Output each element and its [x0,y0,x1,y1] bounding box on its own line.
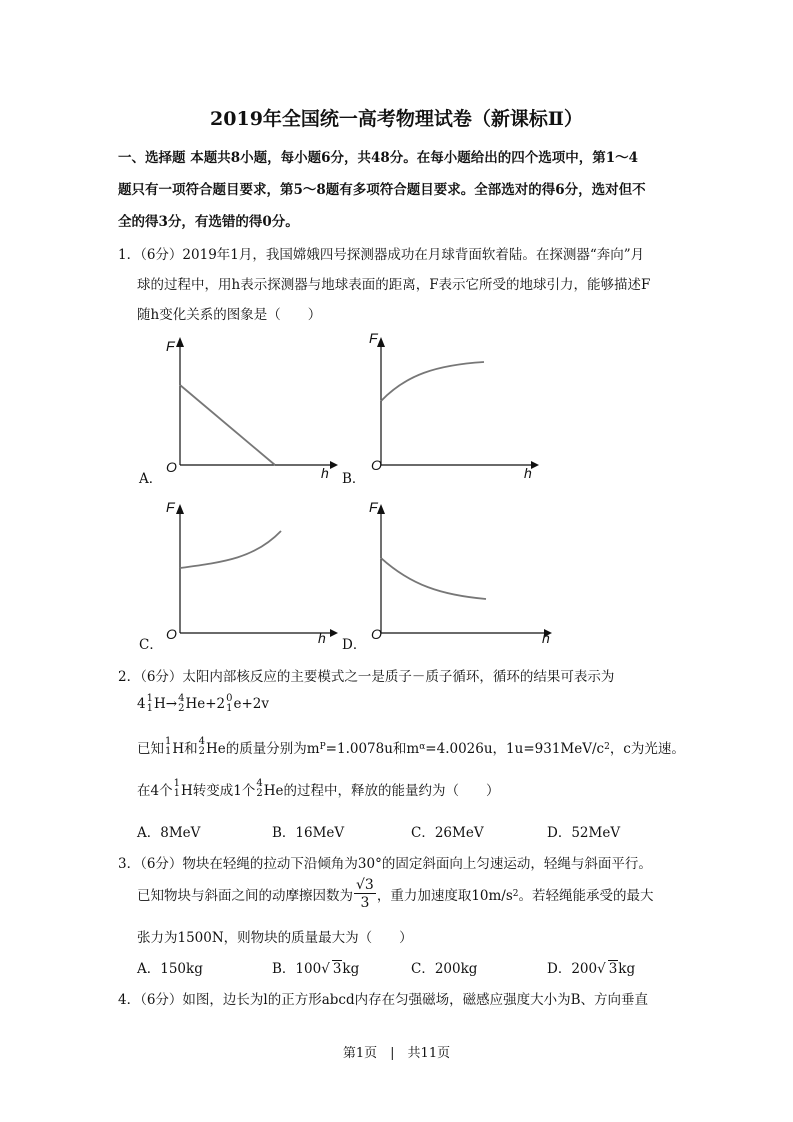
q2-option-c: C．26MeV [411,825,484,841]
q2-l3-text-e: =4.0026u，1u=931MeV/c [425,741,605,757]
option-c-label: C． [139,637,163,653]
q3-opt-b-pre: B．100 [272,961,322,977]
q3-opt-b-post: kg [342,961,360,977]
q3-l2-text-b: ，重力加速度取10m/s [376,888,513,904]
q1-line-2: 球的过程中，用h表示探测器与地球表面的距离，F表示它所受的地球引力，能够描述F [137,277,651,293]
section-intro-line-2: 题只有一项符合题目要求，第5～8题有多项符合题目要求。全部选对的得6分，选对但不 [118,182,646,198]
q2-eq-arrow: → [165,696,178,712]
q2-l3-sub-alpha: α [419,742,426,752]
option-d-label: D． [342,637,367,653]
q3-opt-b-root: 3 [332,961,342,977]
q3-option-d: D．200√ 3kg [547,961,636,977]
q2-eq-e-symbol: e+2v [233,696,270,712]
graph-b [356,335,546,485]
q3-option-a: A．150kg [137,961,203,977]
q3-frac-numerator: √3 [356,877,374,893]
q2-eq-he-charge: 2 [178,703,185,714]
page-title: 2019年全国统一高考物理试卷（新课标Ⅱ） [210,108,583,130]
q2-l3-sup: 2 [604,742,610,752]
option-b-label: B． [342,471,366,487]
graph-b-y-label: F [369,330,378,346]
graph-b-x-label: h [524,465,532,481]
graph-c [155,500,345,650]
page-footer: 第1页 | 共11页 [342,1046,451,1061]
q3-line-1: 3．（6分）物块在轻绳的拉动下沿倾角为30°的固定斜面向上匀速运动，轻绳与斜面平行。 [118,856,652,872]
q3-opt-d-post: kg [618,961,636,977]
q2-l4-text-a: 在4个 [137,783,173,799]
q2-eq-h-mass: 1 [146,693,153,704]
q3-l2-text-a: 已知物块与斜面之间的动摩擦因数为 [137,888,353,904]
q2-line-1: 2．（6分）太阳内部核反应的主要模式之一是质子－质子循环，循环的结果可表示为 [118,669,615,685]
q1-line-1: 1．（6分）2019年1月，我国嫦娥四号探测器成功在月球背面软着陆。在探测器“奔向”月 [118,247,645,263]
q2-eq-e-mass: 0 [226,693,233,704]
graph-b-origin: O [371,457,382,473]
graph-a-origin: O [166,459,177,475]
section-intro-line-1: 一、选择题 本题共8小题，每小题6分，共48分。在每小题给出的四个选项中，第1～4 [118,150,639,166]
q2-l3-text-a: 已知 [137,741,164,757]
q2-option-a: A．8MeV [137,825,201,841]
q3-friction-fraction [354,878,376,910]
q2-l3-text-d: =1.0078u和m [325,741,420,757]
q2-line-3 [137,737,685,757]
q3-l2-sup: 2 [512,889,519,899]
q3-line-2 [137,878,654,910]
graph-c-y-label: F [166,499,175,515]
q4-line-1: 4．（6分）如图，边长为l的正方形abcd内存在匀强磁场，磁感应强度大小为B、方向垂直 [118,992,649,1008]
q2-l3-he-charge: 2 [198,746,206,757]
q2-l4-h-mass: 1 [173,778,180,789]
q2-l3-he-mass: 4 [198,736,206,747]
q2-l3-text-f: ，c为光速。 [609,741,685,757]
q1-line-3: 随h变化关系的图象是（ ） [137,307,322,323]
graph-c-origin: O [166,626,177,642]
q2-eq-h-nuclide [147,694,153,714]
q3-opt-d-root: 3 [608,961,618,977]
q2-eq-h-symbol: H [153,696,166,712]
graph-a-y-label: F [166,338,175,354]
q2-l4-he-mass: 4 [256,778,263,789]
q2-l3-text-c: He的质量分别为m [206,741,320,757]
q2-l3-sub-p: P [319,742,326,752]
graph-d [356,500,556,650]
graph-c-x-label: h [318,630,326,646]
q3-l2-text-c: 。若轻绳能承受的最大 [518,888,654,904]
graph-d-origin: O [371,626,382,642]
q2-eq-e-nuclide [226,694,232,714]
q2-eq-he-mass: 4 [178,693,185,704]
q2-option-b: B．16MeV [272,825,345,841]
q2-line-4 [137,779,499,799]
graph-a-line [180,385,275,465]
q3-opt-d-pre: D．200 [547,961,598,977]
q3-line-3: 张力为1500N，则物块的质量最大为（ ） [137,930,413,946]
section-intro-line-3: 全的得3分，有选错的得0分。 [118,214,299,230]
q2-l3-h-nuclide [165,737,171,757]
q2-eq-he-nuclide [178,694,184,714]
graph-a [155,335,345,485]
q2-option-d: D．52MeV [547,825,621,841]
q2-eq-coef: 4 [137,696,146,712]
q2-eq-he-symbol: He+2 [185,696,226,712]
option-a-label: A． [139,471,163,487]
graph-d-y-label: F [369,499,378,515]
graph-d-x-label: h [542,630,550,646]
graph-d-curve [381,558,486,599]
q2-eq-h-charge: 1 [146,703,153,714]
q2-l3-he-nuclide [199,737,205,757]
q3-option-b: B．100√ 3kg [272,961,360,977]
q3-option-c: C．200kg [411,961,478,977]
q2-l4-text-c: He的过程中，释放的能量约为（ ） [263,783,500,799]
q2-l3-text-b: H和 [172,741,198,757]
graph-b-curve [381,362,484,401]
graph-a-x-label: h [321,465,329,481]
q2-eq-e-charge: 1 [226,703,233,714]
q2-l4-h-nuclide [174,779,180,799]
q2-l4-h-charge: 1 [173,788,180,799]
q2-equation [137,694,269,714]
q2-l3-h-charge: 1 [165,746,172,757]
q3-frac-denominator: 3 [360,895,370,911]
graph-c-curve [180,531,281,568]
q2-l4-he-charge: 2 [256,788,263,799]
q2-l4-text-b: H转变成1个 [180,783,256,799]
q2-l3-h-mass: 1 [165,736,172,747]
q2-l4-he-nuclide [256,779,262,799]
